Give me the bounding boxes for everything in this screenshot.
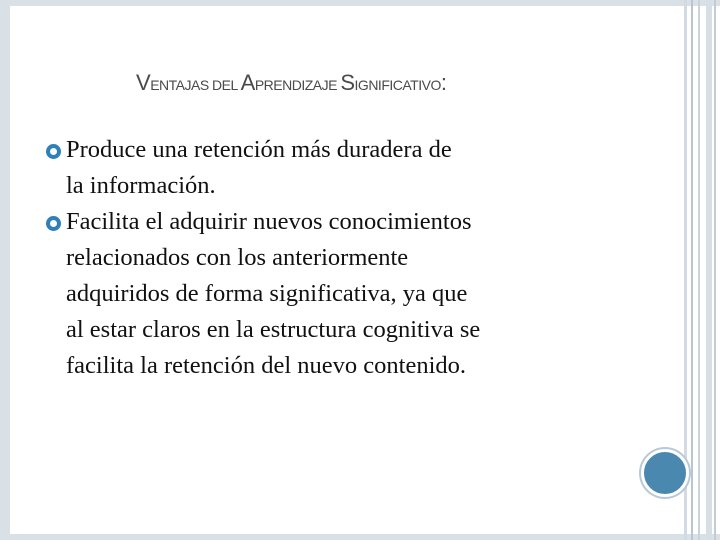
title-part: S xyxy=(340,70,355,95)
title-part: : xyxy=(440,70,447,95)
title-part: ENTAJAS DEL xyxy=(150,77,241,93)
bullet-circle-icon xyxy=(46,144,61,159)
decorative-rule xyxy=(698,0,700,540)
slide-body xyxy=(46,132,646,384)
decorative-rule xyxy=(691,0,693,540)
bullet-line: la información. xyxy=(66,172,216,199)
frame-top-border xyxy=(0,0,720,6)
bullet-item xyxy=(46,132,646,204)
decorative-rule xyxy=(714,0,716,540)
bullet-line: relacionados con los anteriormente xyxy=(66,244,409,271)
bullet-circle-icon xyxy=(46,216,61,231)
bullet-line: Facilita el adquirir nuevos conocimientos xyxy=(66,208,472,235)
title-part: IGNIFICATIVO xyxy=(354,77,441,93)
decorative-circle-icon xyxy=(641,449,689,497)
bullet-line: al estar claros en la estructura cognitiva se xyxy=(66,316,481,343)
frame-bottom-border xyxy=(0,534,720,540)
frame-left-border xyxy=(0,0,10,540)
decorative-rule xyxy=(706,0,712,540)
bullet-line: facilita la retención del nuevo contenido. xyxy=(66,352,467,379)
slide-title xyxy=(136,70,596,96)
bullet-line: adquiridos de forma significativa, ya que xyxy=(66,280,468,307)
bullet-line: Produce una retención más duradera de xyxy=(66,136,452,163)
title-part: V xyxy=(136,70,151,95)
bullet-item xyxy=(46,204,646,384)
title-part: PRENDIZAJE xyxy=(254,77,341,93)
title-part: A xyxy=(240,70,255,95)
